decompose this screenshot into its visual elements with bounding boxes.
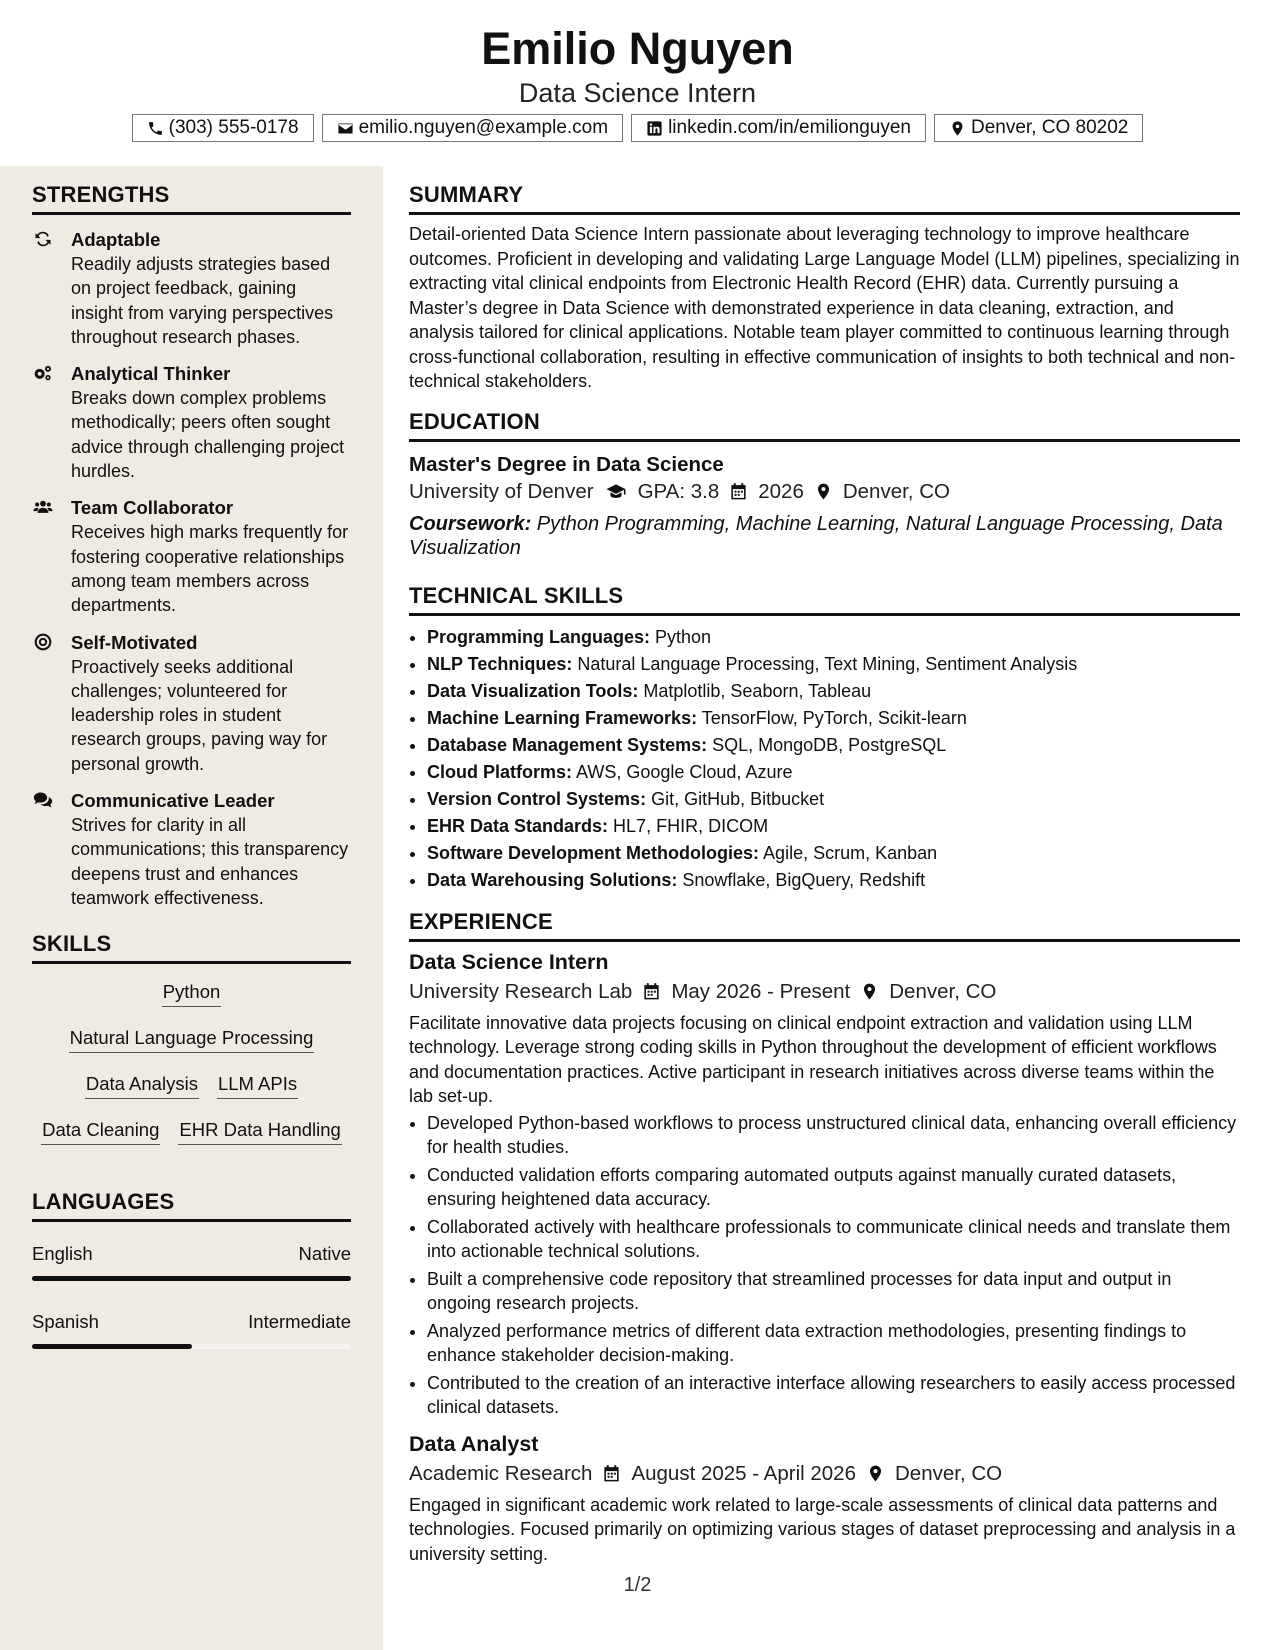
job-dates: May 2026 - Present (671, 979, 851, 1003)
language-item (32, 1242, 351, 1281)
school-name: University of Denver (409, 479, 594, 503)
email-text: emilio.nguyen@example.com (358, 117, 609, 138)
languages-heading: LANGUAGES (32, 1189, 351, 1222)
list-item: • Analyzed performance metrics of different data extraction methodologies, presenting findings to enhance stakeholder decision-making. (427, 1319, 1240, 1368)
strength-desc: Breaks down complex problems methodically; peers often sought advice through challenging project hurdles. (71, 388, 345, 482)
phone-icon (147, 120, 164, 137)
skill-values: HL7, FHIR, DICOM (608, 815, 769, 836)
job-title: Data Science Intern (409, 949, 609, 974)
candidate-title: Data Science Intern (518, 78, 757, 108)
education-heading: EDUCATION (409, 409, 1240, 442)
skill-tag: Natural Language Processing (69, 1026, 315, 1053)
map-marker-icon (866, 1464, 885, 1483)
comments-icon (32, 790, 54, 810)
skills-list (32, 980, 351, 1145)
summary-text: Detail-oriented Data Science Intern passionate about leveraging technology to improve healthcare outcomes. Proficient in developing and validating Large Language Model (LLM) pipelines, specializing in extracting vital clinical endpoints from Electronic Health Record (EHR) data. Currently pursuing a Master’s degree in Data Science with demonstrated experience in data cleaning, extraction, and analysis tailored for clinical applications. Notable team player committed to continuous learning through cross-functional collaboration, resulting in effective communication of insights to both technical and non-technical stakeholders. (409, 224, 1240, 391)
strength-title: Analytical Thinker (71, 363, 231, 385)
skill-category: EHR Data Standards: (427, 815, 609, 836)
skill-tag: Data Cleaning (41, 1118, 160, 1145)
language-name: English (32, 1243, 93, 1265)
skill-values: SQL, MongoDB, PostgreSQL (707, 734, 947, 755)
technical-skills-heading: TECHNICAL SKILLS (409, 583, 1240, 616)
education-meta (409, 478, 1240, 506)
job-dates: August 2025 - April 2026 (631, 1461, 856, 1485)
skill-values: Natural Language Processing, Text Mining, Sentiment Analysis (572, 653, 1078, 674)
candidate-name: Emilio Nguyen (481, 23, 794, 74)
calendar-icon (642, 982, 661, 1001)
summary-heading: SUMMARY (409, 182, 1240, 215)
language-proficiency-bar (32, 1276, 351, 1281)
skills-heading: SKILLS (32, 931, 351, 964)
linkedin-text: linkedin.com/in/emilionguyen (668, 117, 911, 138)
list-item (427, 705, 1240, 732)
map-marker-icon (814, 482, 833, 501)
list-item (427, 840, 1240, 867)
skill-category: NLP Techniques: (427, 653, 573, 674)
language-level: Intermediate (248, 1311, 351, 1333)
job-org: University Research Lab (409, 979, 633, 1003)
strength-desc: Proactively seeks additional challenges; volunteered for leadership roles in student research groups, paving way for personal growth. (71, 656, 328, 774)
contact-bar (0, 114, 1275, 142)
contact-email[interactable] (322, 114, 624, 142)
job-bullets (409, 1111, 1240, 1420)
resume-header (0, 22, 1275, 110)
list-item (427, 813, 1240, 840)
list-item: • Developed Python-based workflows to process unstructured clinical data, enhancing overall efficiency for health studies. (427, 1111, 1240, 1160)
skill-tag: Python (162, 980, 222, 1007)
language-proficiency-bar (32, 1344, 351, 1349)
skill-values: TensorFlow, PyTorch, Scikit-learn (697, 707, 967, 728)
strengths-heading: STRENGTHS (32, 182, 351, 215)
linkedin-icon (646, 120, 663, 137)
list-item (427, 624, 1240, 651)
strength-item (32, 788, 351, 910)
skill-values: AWS, Google Cloud, Azure (572, 761, 793, 782)
skill-values: Agile, Scrum, Kanban (759, 842, 938, 863)
sidebar (0, 166, 383, 1650)
job-meta (409, 1460, 1240, 1488)
list-item (427, 732, 1240, 759)
language-name: Spanish (32, 1311, 99, 1333)
strength-title: Self-Motivated (71, 631, 198, 653)
skill-tag: Data Analysis (85, 1072, 199, 1099)
strength-title: Communicative Leader (71, 790, 275, 812)
strength-item (32, 630, 351, 776)
job-entry (409, 1430, 1240, 1567)
cogs-icon (32, 363, 54, 383)
coursework-list: Python Programming, Machine Learning, Natural Language Processing, Data Visualization (409, 512, 1223, 559)
contact-linkedin[interactable] (631, 114, 926, 142)
job-entry (409, 948, 1240, 1420)
school-location: Denver, CO (842, 479, 950, 503)
target-icon (32, 632, 54, 652)
list-item (427, 678, 1240, 705)
envelope-icon (337, 120, 354, 137)
technical-skills-list (409, 624, 1240, 894)
location-text: Denver, CO 80202 (971, 117, 1129, 138)
skill-category: Software Development Methodologies: (427, 842, 760, 863)
skill-category: Machine Learning Frameworks: (427, 707, 698, 728)
language-level: Native (298, 1243, 351, 1265)
list-item: • Conducted validation efforts comparing automated outputs against manually curated datasets, ensuring heightened data accuracy. (427, 1163, 1240, 1212)
degree-title: Master's Degree in Data Science (409, 452, 724, 476)
skill-category: Cloud Platforms: (427, 761, 573, 782)
strength-desc: Readily adjusts strategies based on project feedback, gaining insight from varying perspectives throughout research phases. (71, 254, 334, 347)
list-item (427, 759, 1240, 786)
strength-item (32, 361, 351, 483)
job-title: Data Analyst (409, 1431, 539, 1456)
skill-values: Snowflake, BigQuery, Redshift (677, 869, 926, 890)
coursework (409, 512, 1240, 561)
job-description: Facilitate innovative data projects focusing on clinical endpoint extraction and validation using LLM technology. Leverage strong coding skills in Python throughout the development of efficient workflows and documentation practices. Active participant in research initiatives across diverse teams within the lab set-up. (409, 1012, 1217, 1106)
skill-row (34, 980, 349, 1007)
main-content (409, 166, 1240, 1566)
strength-item (32, 495, 351, 617)
language-proficiency-fill (32, 1344, 192, 1349)
strength-title: Adaptable (71, 229, 161, 250)
skill-tag: LLM APIs (217, 1072, 298, 1099)
gpa: GPA: 3.8 (637, 479, 720, 503)
contact-location (934, 114, 1143, 142)
job-meta (409, 978, 1240, 1006)
skill-row (34, 1026, 349, 1053)
skill-category: Programming Languages: (427, 626, 651, 647)
skill-category: Database Management Systems: (427, 734, 708, 755)
language-item (32, 1310, 351, 1349)
skill-category: Data Visualization Tools: (427, 680, 639, 701)
contact-phone[interactable] (132, 114, 314, 142)
job-org: Academic Research (409, 1461, 593, 1485)
users-icon (32, 497, 54, 517)
experience-heading: EXPERIENCE (409, 909, 1240, 942)
phone-text: (303) 555-0178 (168, 117, 299, 138)
job-description: Engaged in significant academic work related to large-scale assessments of clinical data patterns and technologies. Focused primarily on optimizing various stages of dataset preprocessing and analysis in a university setting. (409, 1494, 1236, 1564)
list-item (427, 786, 1240, 813)
language-proficiency-fill (32, 1276, 351, 1281)
skill-values: Git, GitHub, Bitbucket (646, 788, 825, 809)
strength-desc: Strives for clarity in all communications; this transparency deepens trust and enhances teamwork effectiveness. (71, 815, 349, 908)
refresh-icon (32, 229, 54, 249)
list-item: • Built a comprehensive code repository that streamlined processes for data input and output in ongoing research projects. (427, 1267, 1240, 1316)
list-item: • Contributed to the creation of an interactive interface allowing researchers to easily access processed clinical datasets. (427, 1371, 1240, 1420)
map-marker-icon (860, 982, 879, 1001)
grad-year: 2026 (758, 479, 804, 503)
job-location: Denver, CO (894, 1461, 1003, 1485)
calendar-icon (602, 1464, 621, 1483)
skill-category: Version Control Systems: (427, 788, 647, 809)
list-item (427, 867, 1240, 894)
job-location: Denver, CO (889, 979, 997, 1003)
strength-desc: Receives high marks frequently for fostering cooperative relationships among team members across departments. (71, 522, 349, 616)
map-marker-icon (949, 120, 966, 137)
list-item: • Collaborated actively with healthcare professionals to communicate clinical needs and translate them into actionable technical solutions. (427, 1215, 1240, 1264)
strength-title: Team Collaborator (71, 497, 234, 519)
page-number: 1/2 (623, 1574, 652, 1596)
calendar-icon (729, 482, 748, 501)
list-item (427, 651, 1240, 678)
coursework-label: Coursework: (409, 512, 532, 535)
skill-tag: EHR Data Handling (178, 1118, 341, 1145)
skill-values: Matplotlib, Seaborn, Tableau (638, 680, 872, 701)
graduation-cap-icon (604, 482, 628, 501)
strength-item (32, 227, 351, 349)
skill-category: Data Warehousing Solutions: (427, 869, 678, 890)
skill-values: Python (650, 626, 712, 647)
